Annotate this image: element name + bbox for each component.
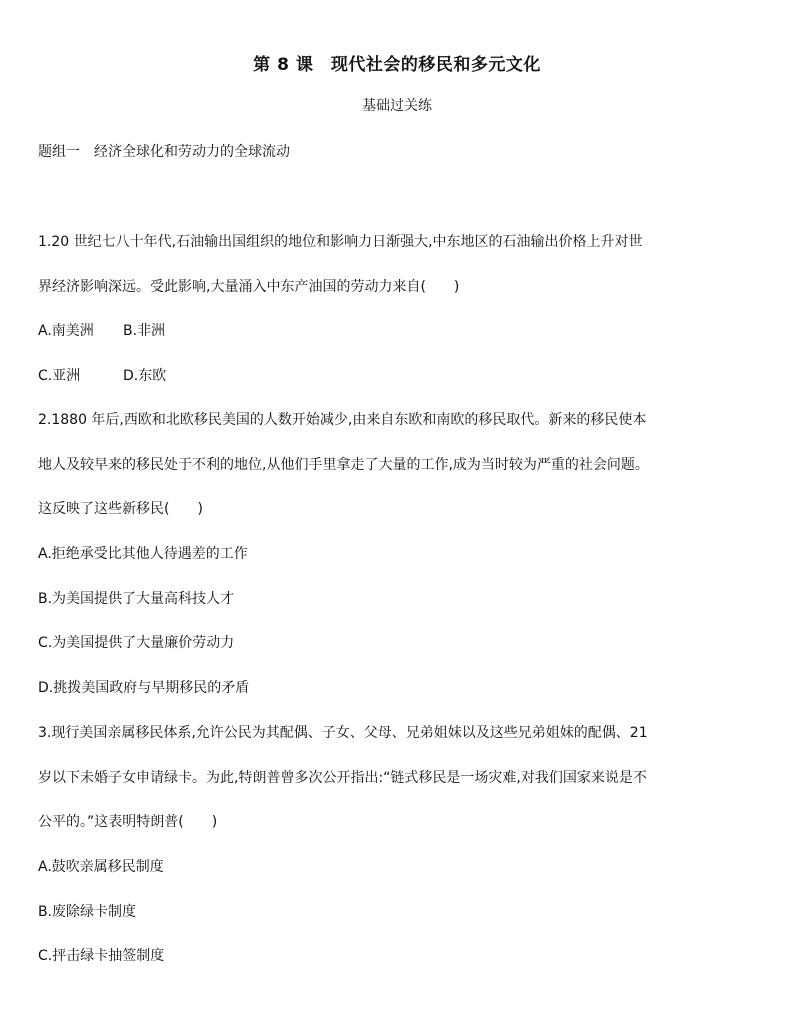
option-c: C.亚洲 bbox=[38, 368, 81, 384]
question-text-line: 岁以下未婚子女申请绿卡。为此,特朗普曾多次公开指出:“链式移民是一场灾难,对我们国家来说是不 bbox=[38, 770, 647, 786]
option-c: C.抨击绿卡抽签制度 bbox=[38, 948, 165, 964]
section-heading: 题组一 经济全球化和劳动力的全球流动 bbox=[38, 144, 290, 160]
page-subtitle: 基础过关练 bbox=[362, 98, 432, 114]
option-c: C.为美国提供了大量廉价劳动力 bbox=[38, 635, 235, 651]
question-text-line: 3.现行美国亲属移民体系,允许公民为其配偶、子女、父母、兄弟姐妹以及这些兄弟姐妹的配偶、21 bbox=[38, 725, 648, 741]
question-text-line: 2.1880 年后,西欧和北欧移民美国的人数开始减少,由来自东欧和南欧的移民取代。新来的移民使本 bbox=[38, 412, 647, 428]
option-d: D.东欧 bbox=[123, 368, 167, 384]
option-row bbox=[38, 366, 167, 386]
page-title: 第 8 课 现代社会的移民和多元文化 bbox=[253, 55, 541, 75]
question-text-line: 这反映了这些新移民( ) bbox=[38, 501, 203, 517]
question-text-line: 公平的。”这表明特朗普( ) bbox=[38, 814, 218, 830]
option-a: A.南美洲 bbox=[38, 323, 94, 339]
option-a: A.拒绝承受比其他人待遇差的工作 bbox=[38, 546, 248, 562]
option-d: D.挑拨美国政府与早期移民的矛盾 bbox=[38, 680, 250, 696]
option-b: B.非洲 bbox=[123, 323, 166, 339]
option-row bbox=[38, 321, 166, 341]
option-a: A.鼓吹亲属移民制度 bbox=[38, 859, 164, 875]
question-text-line: 1.20 世纪七八十年代,石油输出国组织的地位和影响力日渐强大,中东地区的石油输出价格上升对世 bbox=[38, 234, 643, 250]
option-b: B.废除绿卡制度 bbox=[38, 904, 137, 920]
question-text-line: 界经济影响深远。受此影响,大量涌入中东产油国的劳动力来自( ) bbox=[38, 279, 460, 295]
option-b: B.为美国提供了大量高科技人才 bbox=[38, 591, 235, 607]
question-text-line: 地人及较早来的移民处于不利的地位,从他们手里拿走了大量的工作,成为当时较为严重的社会问题。 bbox=[38, 457, 649, 473]
